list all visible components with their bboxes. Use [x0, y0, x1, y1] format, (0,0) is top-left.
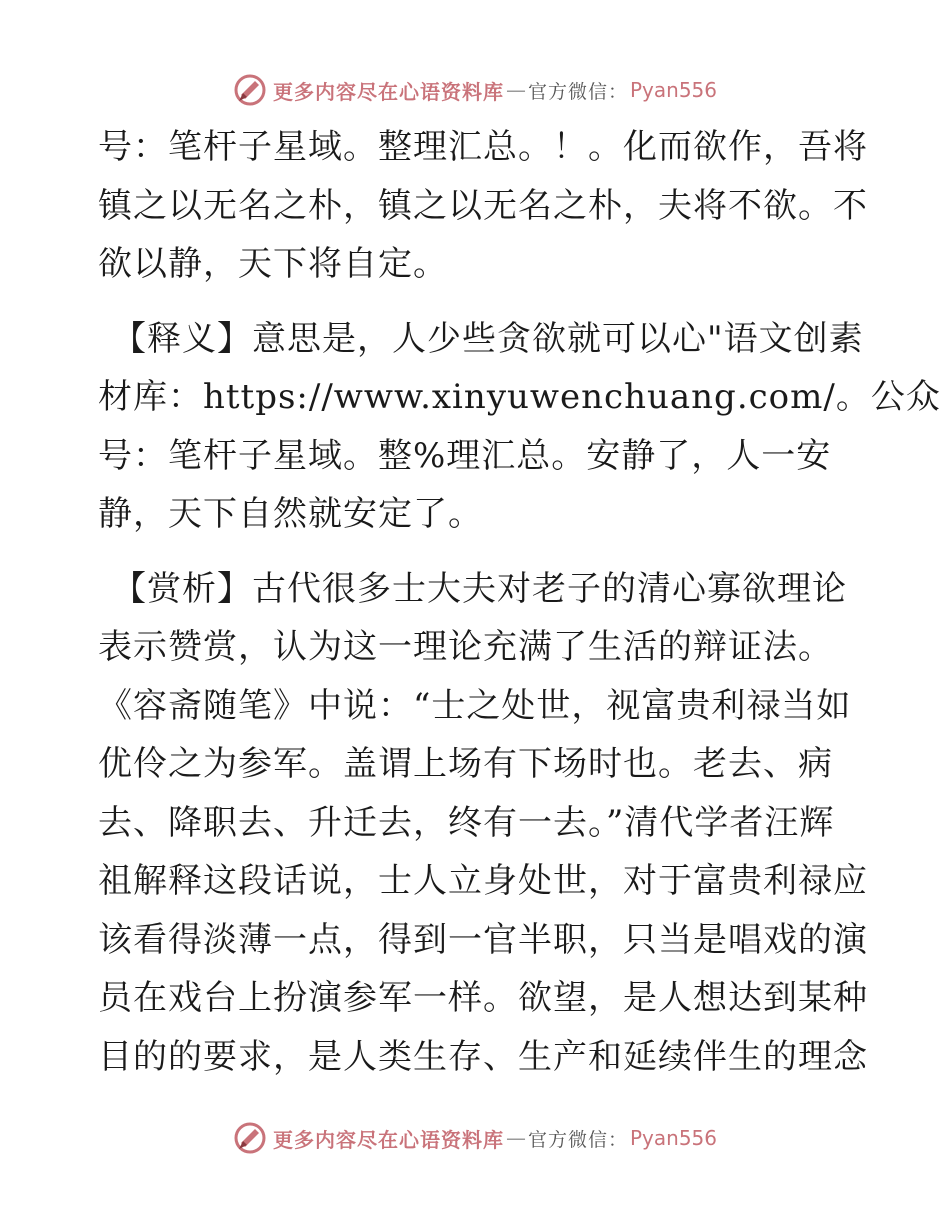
text-line: 祖解释这段话说，士人立身处世，对于富贵利禄应	[98, 861, 868, 901]
logo-icon	[233, 1121, 267, 1155]
logo-icon	[233, 73, 267, 107]
text-line: 优伶之为参军。盖谓上场有下场时也。老去、病	[98, 744, 833, 784]
banner-title: 更多内容尽在心语资料库	[272, 1127, 504, 1152]
text-line: 员在戏台上扮演参军一样。欲望，是人想达到某种	[98, 978, 868, 1018]
text-line: 镇之以无名之朴，镇之以无名之朴，夫将不欲。不	[98, 185, 868, 226]
banner-wechat-id: Pyan556	[630, 78, 718, 102]
paragraph-3	[98, 560, 868, 1087]
paragraph-2	[98, 310, 941, 544]
banner-separator: —	[505, 1126, 526, 1150]
banner-wechat-label: 官方微信：	[527, 80, 628, 103]
text-line: 号：笔杆子星域。整%理汇总。安静了，人一安	[98, 435, 832, 476]
text-line: 号：笔杆子星域。整理汇总。！。化而欲作，吾将	[98, 127, 868, 167]
text-line: 【释义】意思是，人少些贪欲就可以心"语文创素	[112, 318, 864, 359]
paragraph-1	[98, 118, 868, 294]
banner-wechat-id: Pyan556	[630, 1126, 718, 1150]
text-line: 材库：https://www.xinyuwenchuang.com/。公众	[98, 377, 941, 417]
text-line: 表示赞赏，认为这一理论充满了生活的辩证法。	[98, 627, 833, 667]
text-line: 静，天下自然就安定了。	[98, 494, 483, 534]
text-line: 目的的要求，是人类生存、生产和延续伴生的理念	[98, 1036, 868, 1077]
text-line: 该看得淡薄一点，得到一官半职，只当是唱戏的演	[98, 919, 868, 960]
banner-separator: —	[505, 78, 526, 102]
text-line: 【赏析】古代很多士大夫对老子的清心寡欲理论	[112, 568, 847, 609]
text-line: 欲以静，天下将自定。	[98, 244, 448, 284]
banner-wechat-label: 官方微信：	[527, 1128, 628, 1151]
text-line: 《容斋随笔》中说：“士之处世，视富贵利禄当如	[98, 685, 852, 726]
text-line: 去、降职去、升迁去，终有一去。”清代学者汪辉	[98, 802, 835, 843]
banner-title: 更多内容尽在心语资料库	[272, 79, 504, 104]
document-body	[98, 118, 941, 1086]
footer-banner	[0, 1118, 950, 1158]
header-banner	[0, 70, 950, 110]
